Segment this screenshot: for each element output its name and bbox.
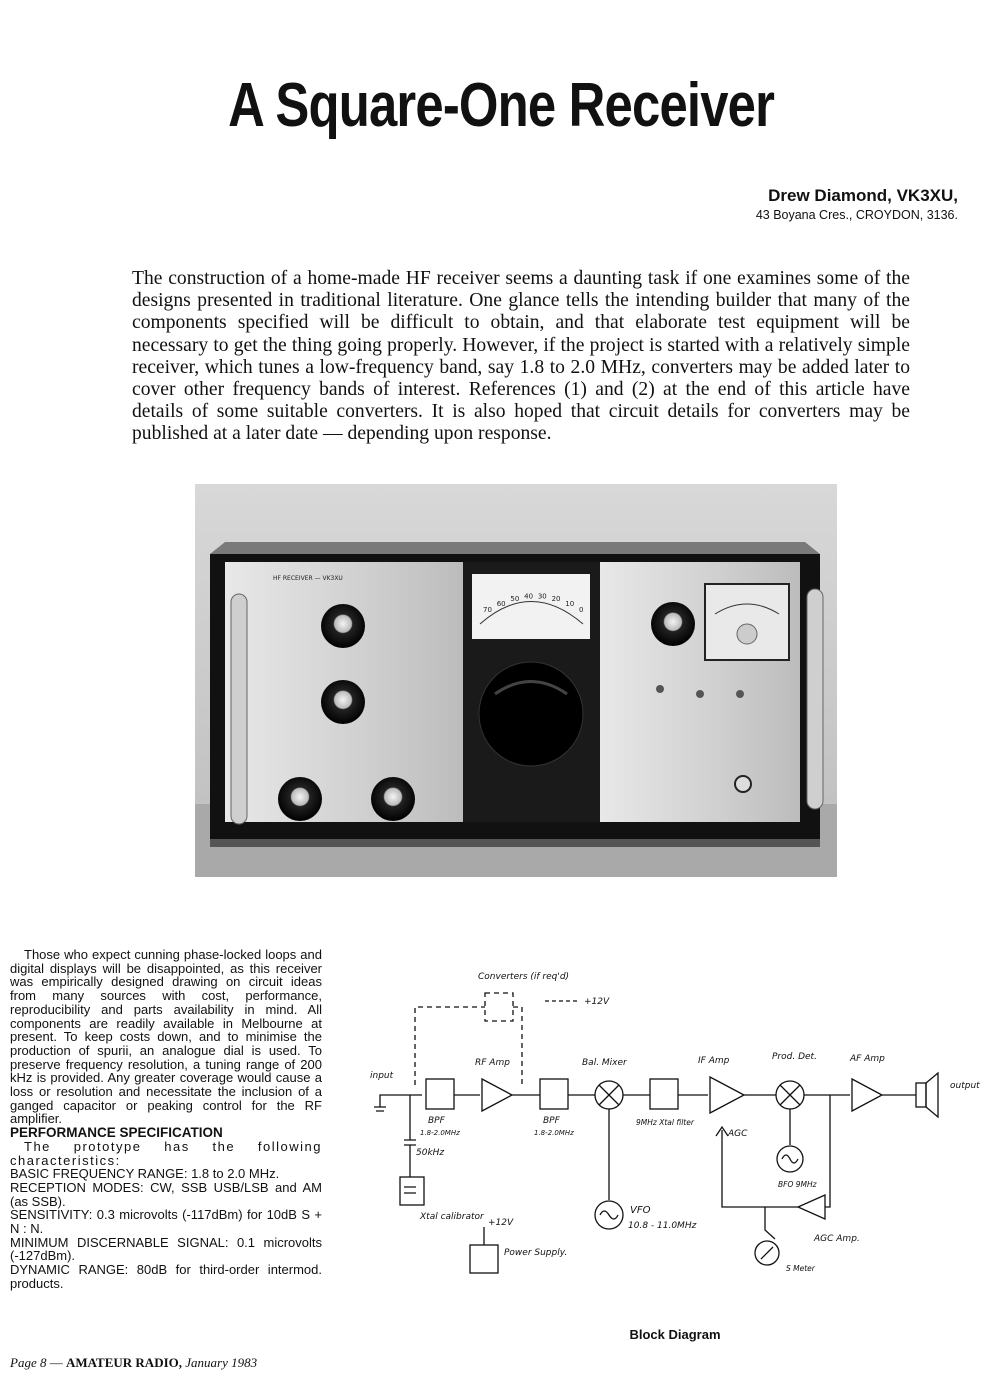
converters-box [485,993,513,1021]
bpf1-range: 1.8-2.0MHz [420,1129,460,1137]
xtal-calibrator-box [400,1177,424,1205]
if-amp-symbol [710,1077,744,1113]
page-number: Page 8 [10,1355,47,1370]
rf-amp-symbol [482,1079,512,1111]
receiver-photo [195,484,837,877]
bpf2-box [540,1079,568,1109]
magazine-name: AMATEUR RADIO, [65,1355,183,1370]
prod-det-label: Prod. Det. [772,1052,817,1062]
agc-amp-label: AGC Amp. [814,1234,860,1244]
article-title: A Square-One Receiver [228,71,775,140]
agc-label: AGC [728,1129,748,1139]
dial-number: 0 [579,606,584,614]
output-label: output [950,1081,980,1091]
performance-heading: PERFORMANCE SPECIFICATION [10,1125,223,1141]
af-amp-symbol [852,1079,882,1111]
issue-date: January 1983 [182,1355,258,1370]
spec-item: SENSITIVITY: 0.3 microvolts (-117dBm) for 10dB S + N : N. [10,1207,322,1237]
vfo-range-label: 10.8 - 11.0MHz [628,1221,697,1231]
bfo-label: BFO 9MHz [778,1180,817,1189]
block-diagram [360,955,1000,1285]
if-amp-label: IF Amp [698,1056,730,1066]
left-column [10,948,322,1291]
bpf1-box [426,1079,454,1109]
spec-item: BASIC FREQUENCY RANGE: 1.8 to 2.0 MHz. [10,1166,280,1182]
footer-dash: — [46,1355,66,1370]
psu-plus12-label: +12V [488,1218,514,1228]
dial-number: 40 [524,592,534,601]
plus12-label: +12V [584,997,610,1007]
bpf2-range: 1.8-2.0MHz [534,1129,574,1137]
author-name: Drew Diamond, VK3XU, [768,186,958,205]
panel-label: HF RECEIVER — VK3XU [273,575,343,582]
performance-intro: The prototype has the following characteristics: [10,1138,322,1168]
s-meter-label: S Meter [786,1264,815,1273]
spec-item: DYNAMIC RANGE: 80dB for third-order intermod. products. [10,1262,322,1291]
dial-number: 60 [496,599,506,608]
dial-number: 10 [565,599,575,608]
spec-item: RECEPTION MODES: CW, SSB USB/LSB and AM (as SSB). [10,1179,322,1209]
spec-item: MINIMUM DISCERNABLE SIGNAL: 0.1 microvolts (-127dBm). [10,1234,322,1264]
bpf1-label: BPF [428,1116,445,1126]
dial-number: 20 [551,595,561,604]
author-address: 43 Boyana Cres., CROYDON, 3136. [755,208,958,222]
diagram-caption: Block Diagram [629,1327,721,1342]
rf-amp-label: RF Amp [475,1058,510,1068]
dial-number: 50 [510,595,520,604]
xtal-calibrator-label: Xtal calibrator [420,1212,484,1222]
intro-paragraph: The construction of a home-made HF receiver seems a daunting task if one examines some of the designs presented in traditional literature. One glance tells the intending builder that many of the components specified will be difficult to obtain, and that elaborate test equipment will be necessary to get the thing going properly. However, if the project is started with a relatively simple receiver, which tunes a low-frequency band, say 1.8 to 2.0 MHz, converters may be added later to cover other frequency bands of interest. References (1) and (2) at the end of this article have details of some suitable converters. It is also hoped that circuit details for converters may be published at a later date — depending upon response. [132,268,910,445]
converters-label: Converters (if req'd) [478,972,570,982]
body-paragraph: Those who expect cunning phase-locked loops and digital displays will be disappointed, as this receiver was empirically designed drawing on circuit ideas from many sources with cost, performance, reproducibility and parts availability in mind. All components are readily available in Melbourne at present. To keep costs down, and to minimise the production of spurii, an analogue dial is used. To preserve frequency resolution, a tuning range of 200 kHz is provided. Any greater coverage would cause a loss or resolution and necessitate the inclusion of a ganged capacitor or peaking control for the RF amplifier. [10,947,322,1127]
input-label: input [370,1071,394,1081]
power-supply-label: Power Supply. [504,1248,568,1258]
agc-amp-symbol [798,1195,825,1219]
xtal-filter-label: 9MHz Xtal filter [636,1118,694,1127]
dial-number: 30 [537,592,547,601]
calib-freq-label: 50kHz [416,1148,445,1158]
power-supply-box [470,1245,498,1273]
vfo-label: VFO [630,1205,651,1216]
dial-number: 70 [483,606,492,614]
page-footer [10,1355,257,1371]
bal-mixer-label: Bal. Mixer [582,1058,627,1068]
speaker-symbol [916,1083,926,1107]
bpf2-label: BPF [543,1116,560,1126]
xtal-filter-box [650,1079,678,1109]
af-amp-label: AF Amp [850,1054,885,1064]
